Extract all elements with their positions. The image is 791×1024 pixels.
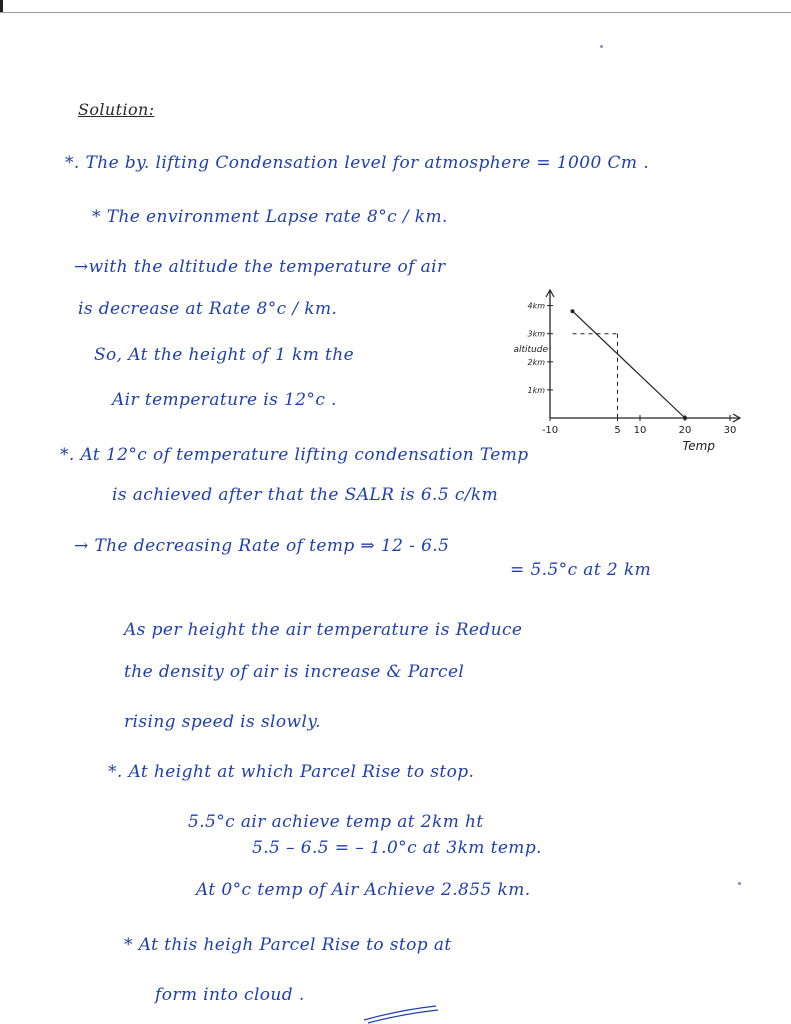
- x-tick-label: 30: [723, 425, 737, 436]
- x-tick-label: 5: [614, 425, 621, 436]
- text-line: → The decreasing Rate of temp ⇒ 12 - 6.5: [74, 536, 450, 556]
- text-line: is decrease at Rate 8°c / km.: [78, 299, 338, 319]
- page-corner-mark: [0, 0, 3, 12]
- text-line: 5.5°c air achieve temp at 2km ht: [188, 812, 484, 832]
- x-tick-label: -10: [541, 425, 559, 436]
- x-axis-label: Temp: [682, 439, 715, 453]
- text-line: So, At the height of 1 km the: [94, 345, 355, 365]
- text-line: * At this heigh Parcel Rise to stop at: [124, 935, 452, 955]
- ink-dot: [600, 45, 603, 48]
- text-line: rising speed is slowly.: [124, 712, 321, 732]
- text-line: = 5.5°c at 2 km: [510, 560, 652, 580]
- ink-dot: [738, 882, 741, 885]
- y-tick-label: 1km: [527, 385, 545, 395]
- ink-scribble: [360, 1000, 440, 1024]
- data-point: [683, 416, 687, 420]
- y-tick-label: 3km: [527, 329, 545, 339]
- y-tick-label: 4km: [527, 301, 545, 311]
- solution-heading: Solution:: [78, 100, 155, 119]
- text-line: Air temperature is 12°c .: [112, 390, 337, 410]
- text-line: *. At 12°c of temperature lifting condensation Temp: [60, 445, 529, 465]
- text-line: is achieved after that the SALR is 6.5 c/km: [112, 485, 499, 505]
- text-line: At 0°c temp of Air Achieve 2.855 km.: [196, 880, 531, 900]
- page-top-rule: [0, 12, 791, 13]
- y-tick-label: 2km: [527, 357, 545, 367]
- text-line: * The environment Lapse rate 8°c / km.: [92, 207, 448, 227]
- lapse-rate-line: [573, 311, 686, 418]
- text-line: 5.5 – 6.5 = – 1.0°c at 3km temp.: [252, 838, 542, 858]
- y-axis-label: altitude: [513, 344, 548, 355]
- text-line: →with the altitude the temperature of air: [74, 257, 446, 277]
- text-line: *. At height at which Parcel Rise to stop.: [108, 762, 475, 782]
- text-line: As per height the air temperature is Reduce: [124, 620, 523, 640]
- x-tick-label: 10: [633, 425, 647, 436]
- temperature-altitude-chart: [480, 285, 745, 470]
- x-tick-label: 20: [678, 425, 692, 436]
- text-line: *. The by. lifting Condensation level for atmosphere = 1000 Cm .: [65, 153, 650, 173]
- data-point: [571, 309, 575, 313]
- text-line: form into cloud .: [155, 985, 305, 1005]
- text-line: the density of air is increase & Parcel: [124, 662, 465, 682]
